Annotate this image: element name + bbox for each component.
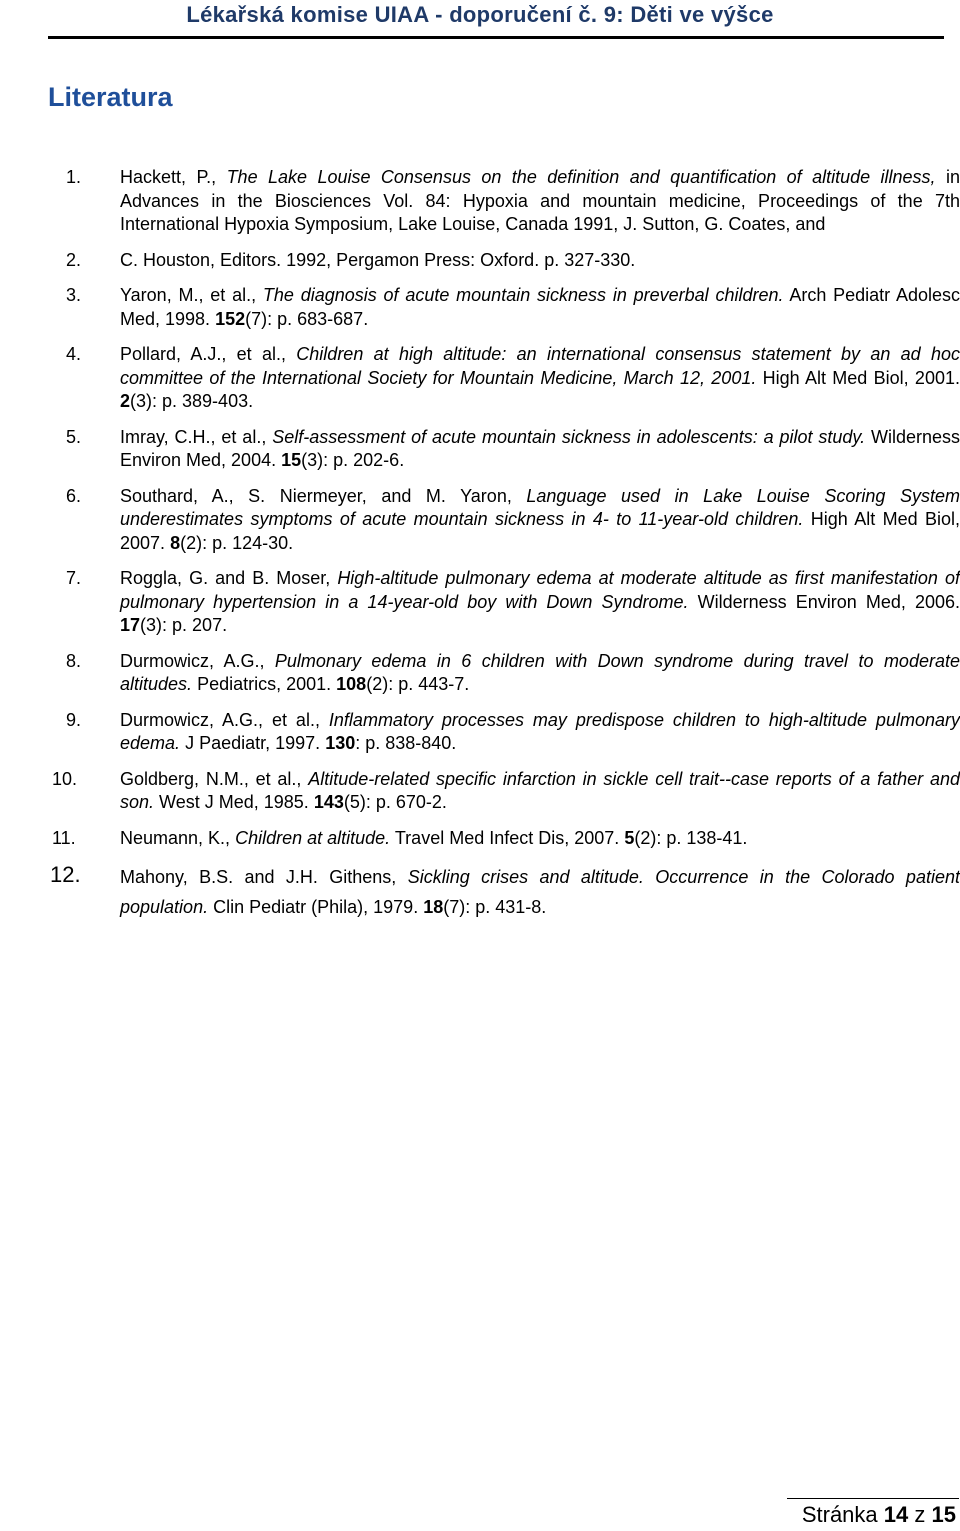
reference-item (48, 343, 960, 414)
reference-number: 6. (66, 485, 82, 506)
reference-volume: 130 (325, 733, 356, 753)
reference-journal: Travel Med Infect Dis, 2007. (394, 827, 620, 848)
reference-item (48, 485, 960, 556)
reference-authors: Hackett, P., (120, 167, 217, 187)
reference-volume: 18 (423, 897, 444, 917)
reference-title: The Lake Louise Consensus on the definition and quantification of altitude illness, (226, 167, 936, 187)
reference-pages: (3): p. 202-6. (301, 450, 405, 470)
reference-pages: (2): p. 124-30. (180, 532, 294, 553)
reference-pages: (7): p. 431-8. (443, 897, 547, 917)
reference-title: Inflammatory processes may predispose children to high-altitude pulmonary edema. (120, 709, 960, 753)
reference-number: 1. (66, 167, 82, 187)
reference-number: 5. (66, 426, 82, 447)
reference-number: 3. (66, 285, 82, 305)
reference-item (48, 827, 960, 851)
reference-volume: 8 (170, 532, 181, 553)
page-label: Stránka (801, 1502, 878, 1527)
reference-number: 2. (66, 249, 82, 270)
reference-title: Language used in Lake Louise Scoring System underestimates symptoms of acute mountain sickness in 4- to 11-year-old children. (120, 485, 960, 529)
reference-item (48, 284, 960, 331)
page-total: 15 (931, 1502, 956, 1527)
reference-authors: Roggla, G. and B. Moser, (120, 568, 331, 588)
reference-journal: Wilderness Environ Med, 2006. (697, 591, 960, 612)
reference-volume: 108 (336, 674, 367, 694)
reference-title: High-altitude pulmonary edema at moderate altitude as first manifestation of pulmonary hypertension in a 14-year-old boy with Down Syndrome. (120, 568, 960, 612)
reference-authors: Imray, C.H., et al., (120, 426, 267, 447)
reference-volume: 17 (120, 615, 141, 635)
reference-volume: 15 (281, 450, 302, 470)
reference-volume: 2 (120, 391, 131, 411)
reference-title: Pulmonary edema in 6 children with Down syndrome during travel to moderate altitudes. (120, 650, 960, 694)
reference-pages: (2): p. 443-7. (366, 674, 470, 694)
section-heading: Literatura (48, 82, 173, 112)
reference-pages: (2): p. 138-41. (634, 827, 748, 848)
reference-item (48, 709, 960, 756)
page-footer (802, 1502, 956, 1528)
reference-number: 8. (66, 650, 82, 671)
reference-item (48, 249, 960, 273)
reference-item (48, 426, 960, 473)
reference-source: in Advances in the Biosciences Vol. 84: Hypoxia and mountain medicine, Proceedings of the 7th International Hypoxia Symposium, Lake Louise, Canada 1991, J. Sutton, G. Coates, and (120, 167, 960, 234)
reference-journal: Clin Pediatr (Phila), 1979. (213, 897, 419, 917)
reference-list (48, 166, 960, 934)
reference-journal: High Alt Med Biol, 2001. (762, 367, 960, 388)
reference-pages: (3): p. 207. (140, 615, 228, 635)
reference-title: Sickling crises and altitude. Occurrence in the Colorado patient population. (120, 867, 960, 917)
reference-volume: 143 (313, 792, 344, 812)
reference-pages: (3): p. 389-403. (130, 391, 254, 411)
reference-authors: Durmowicz, A.G., et al., (120, 709, 320, 730)
reference-title: Children at high altitude: an international consensus statement by an ad hoc committee of the International Society for Mountain Medicine, March 12, 2001. (120, 344, 960, 388)
footer-divider (787, 1498, 959, 1499)
reference-authors: Mahony, B.S. and J.H. Githens, (120, 867, 397, 887)
reference-pages: (7): p. 683-687. (245, 308, 369, 329)
reference-title: Children at altitude. (235, 827, 391, 848)
reference-item (48, 650, 960, 697)
reference-title: The diagnosis of acute mountain sickness in preverbal children. (262, 285, 784, 305)
reference-authors: Goldberg, N.M., et al., (120, 768, 302, 789)
reference-journal: J Paediatr, 1997. (185, 733, 321, 753)
reference-item (48, 567, 960, 638)
reference-authors: Neumann, K., (120, 827, 231, 848)
reference-pages: : p. 838-840. (355, 733, 457, 753)
reference-number: 11. (52, 827, 76, 848)
reference-volume: 5 (624, 827, 635, 848)
reference-number: 9. (66, 709, 82, 730)
reference-volume: 152 (215, 308, 246, 329)
reference-authors: Southard, A., S. Niermeyer, and M. Yaron, (120, 485, 512, 506)
reference-number: 7. (66, 568, 82, 588)
document-header: Lékařská komise UIAA - doporučení č. 9: Děti ve výšce (186, 2, 774, 27)
reference-journal: West J Med, 1985. (159, 792, 309, 812)
page-number: 14 (883, 1502, 909, 1527)
header-divider (48, 36, 944, 39)
reference-title: Altitude-related specific infarction in sickle cell trait--case reports of a father and son. (120, 768, 960, 812)
reference-journal: Wilderness Environ Med, 2004. (120, 426, 960, 470)
reference-pages: (5): p. 670-2. (343, 792, 447, 812)
reference-text: C. Houston, Editors. 1992, Pergamon Press: Oxford. p. 327-330. (120, 249, 636, 270)
reference-number: 10. (52, 768, 78, 789)
reference-authors: Pollard, A.J., et al., (120, 344, 286, 364)
reference-item (48, 768, 960, 815)
reference-number: 4. (66, 344, 82, 364)
reference-item (48, 862, 960, 922)
reference-number: 12. (50, 862, 81, 887)
reference-item (48, 166, 960, 237)
reference-authors: Yaron, M., et al., (120, 285, 257, 305)
reference-journal: Arch Pediatr Adolesc Med, 1998. (120, 285, 960, 329)
reference-authors: Durmowicz, A.G., (120, 650, 265, 671)
reference-title: Self-assessment of acute mountain sickness in adolescents: a pilot study. (272, 426, 866, 447)
page-separator: z (914, 1502, 926, 1527)
reference-journal: Pediatrics, 2001. (197, 674, 332, 694)
reference-journal: High Alt Med Biol, 2007. (120, 509, 960, 553)
